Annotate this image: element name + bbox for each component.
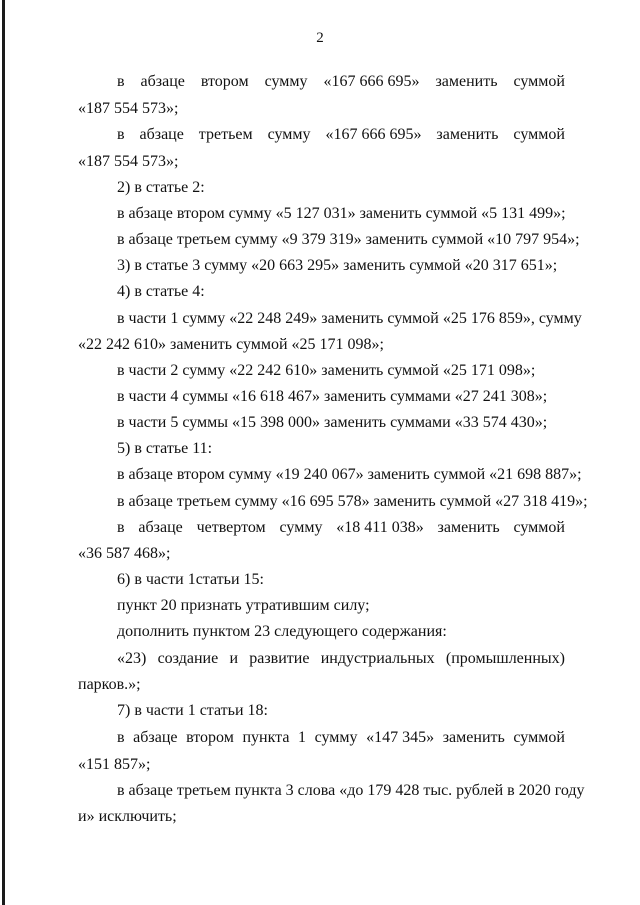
word: абзаце — [133, 729, 178, 746]
text-line: в абзаце третьем сумму «16 695 578» заменить суммой «27 318 419»; — [117, 493, 588, 510]
text-line: 6) в части 1статьи 15: — [117, 571, 264, 588]
word: абзаце — [140, 73, 185, 90]
word: заменить — [437, 519, 500, 536]
text-line: в абзаце третьем пункта 3 слова «до 179 428 тыс. рублей в 2020 году — [117, 782, 585, 799]
text-line: «22 242 610» заменить суммой «25 171 098»; — [78, 336, 384, 353]
word: третьем — [198, 126, 253, 143]
word: индустриальных — [320, 650, 435, 667]
word: сумму — [279, 519, 323, 536]
text-line: в части 2 сумму «22 242 610» заменить суммой «25 171 098»; — [117, 362, 536, 379]
justified-line — [117, 518, 565, 538]
text-line: «36 587 468»; — [78, 545, 171, 562]
text-line: в абзаце втором сумму «19 240 067» заменить суммой «21 698 887»; — [117, 466, 582, 483]
text-line: 5) в статье 11: — [117, 440, 213, 457]
word: суммой — [513, 73, 565, 90]
text-line: 7) в части 1 статьи 18: — [117, 702, 268, 719]
word: в — [117, 729, 125, 746]
word: заменить — [442, 729, 505, 746]
word: втором — [186, 729, 234, 746]
word: 1 — [298, 729, 307, 746]
text-line: пункт 20 признать утратившим силу; — [117, 597, 370, 614]
word: создание — [157, 650, 219, 667]
text-line: парков.»; — [78, 676, 141, 693]
text-line: 3) в статье 3 сумму «20 663 295» заменить суммой «20 317 651»; — [117, 257, 558, 274]
text-line: «187 554 573»; — [78, 153, 179, 170]
justified-line — [117, 649, 565, 669]
word: абзаце — [138, 519, 183, 536]
text-line: 4) в статье 4: — [117, 283, 205, 300]
word: суммой — [513, 519, 565, 536]
word: абзаце — [139, 126, 184, 143]
word: «167 666 695» — [323, 73, 420, 90]
word: пункта — [242, 729, 290, 746]
word: «147 345» — [366, 729, 435, 746]
word: (промышленных) — [445, 650, 565, 667]
word: «23) — [117, 650, 147, 667]
text-line: в части 4 суммы «16 618 467» заменить суммами «27 241 308»; — [117, 388, 548, 405]
word: развитие — [249, 650, 310, 667]
word: «167 666 695» — [325, 126, 422, 143]
text-line: в части 5 суммы «15 398 000» заменить суммами «33 574 430»; — [117, 414, 548, 431]
text-line: «151 857»; — [78, 756, 151, 773]
text-line: и» исключить; — [78, 808, 177, 825]
word: суммой — [513, 126, 565, 143]
justified-line — [117, 125, 565, 145]
word: в — [117, 126, 125, 143]
word: сумму — [267, 126, 311, 143]
word: сумму — [264, 73, 308, 90]
word: в — [117, 73, 125, 90]
text-line: в абзаце втором сумму «5 127 031» заменить суммой «5 131 499»; — [117, 205, 566, 222]
justified-line — [117, 728, 565, 748]
word: четвертом — [196, 519, 266, 536]
justified-line — [117, 72, 565, 92]
word: в — [117, 519, 125, 536]
scan-edge-line — [2, 0, 5, 905]
word: и — [229, 650, 238, 667]
word: «18 411 038» — [336, 519, 424, 536]
word: заменить — [436, 126, 499, 143]
word: суммой — [513, 729, 565, 746]
text-line: «187 554 573»; — [78, 100, 179, 117]
text-line: в абзаце третьем сумму «9 379 319» заменить суммой «10 797 954»; — [117, 231, 580, 248]
text-line: 2) в статье 2: — [117, 179, 205, 196]
word: втором — [200, 73, 249, 90]
word: заменить — [435, 73, 498, 90]
page-number: 2 — [316, 30, 324, 46]
text-line: дополнить пунктом 23 следующего содержания: — [117, 623, 447, 640]
word: сумму — [314, 729, 358, 746]
text-line: в части 1 сумму «22 248 249» заменить суммой «25 176 859», сумму — [117, 310, 582, 327]
